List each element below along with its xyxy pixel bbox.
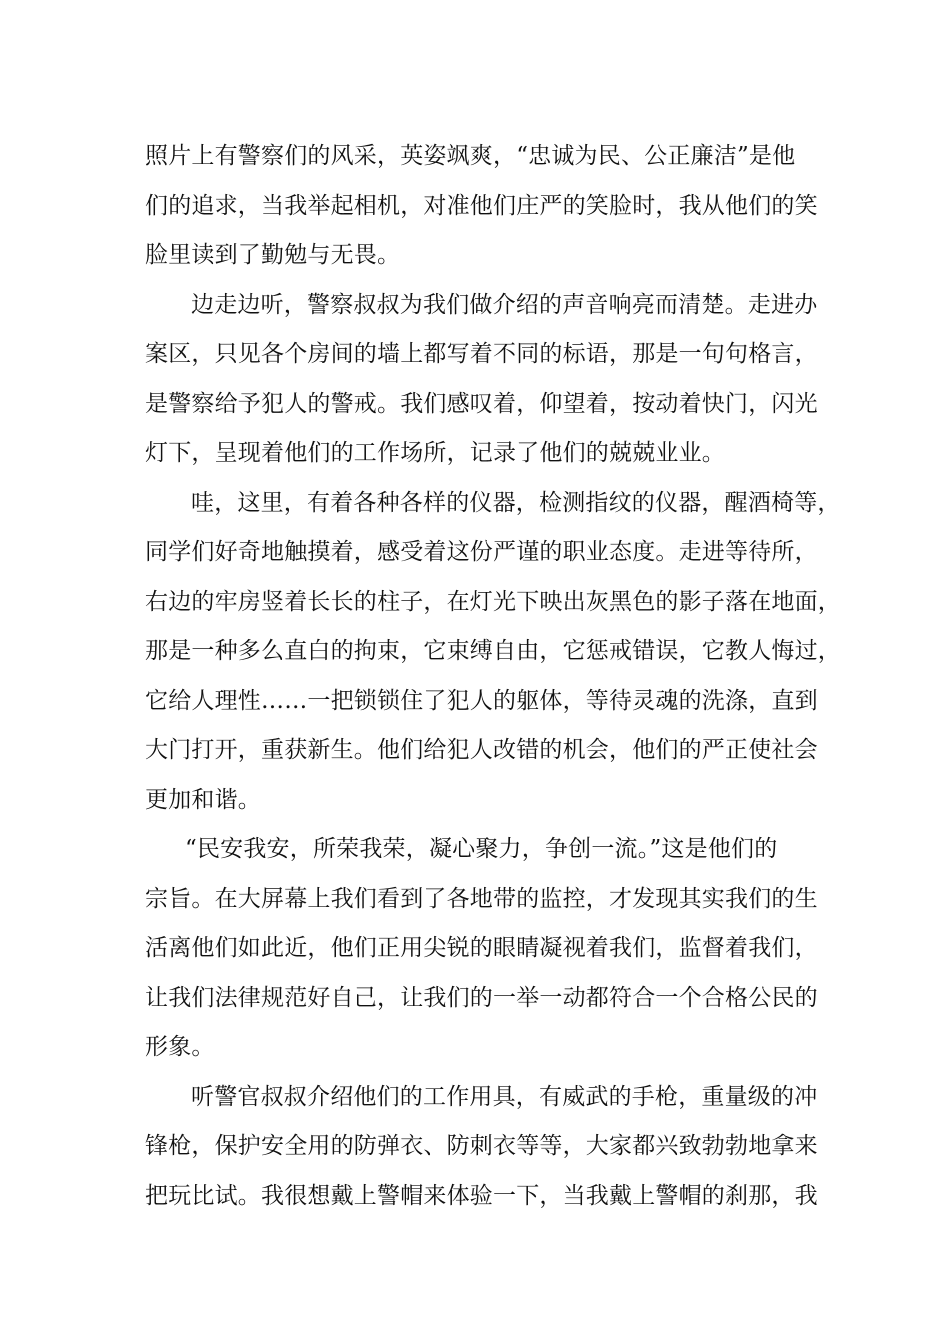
- text-line: 宗旨。在大屏幕上我们看到了各地带的监控，才发现其实我们的生: [145, 885, 818, 912]
- text-line: 边走边听，警察叔叔为我们做介绍的声音响亮而清楚。走进办: [191, 291, 818, 318]
- text-line: 把玩比试。我很想戴上警帽来体验一下，当我戴上警帽的刹那，我: [145, 1182, 818, 1209]
- text-line: 让我们法律规范好自己，让我们的一举一动都符合一个合格公民的: [145, 984, 818, 1011]
- text-line: 们的追求，当我举起相机，对准他们庄严的笑脸时，我从他们的笑: [145, 192, 818, 219]
- text-line: 右边的牢房竖着长长的柱子，在灯光下映出灰黑色的影子落在地面，: [145, 588, 841, 615]
- text-line: 听警官叔叔介绍他们的工作用具，有威武的手枪，重量级的冲: [191, 1083, 818, 1110]
- text-line: 照片上有警察们的风采，英姿飒爽，“忠诚为民、公正廉洁”是他: [145, 143, 796, 169]
- document-body: [145, 132, 841, 1221]
- text-line: 大门打开，重获新生。他们给犯人改错的机会，他们的严正使社会: [145, 737, 818, 763]
- text-line: 哇，这里，有着各种各样的仪器，检测指纹的仪器，醒酒椅等，: [191, 489, 841, 516]
- text-line: 灯下，呈现着他们的工作场所，记录了他们的兢兢业业。: [145, 440, 725, 466]
- text-line: 案区，只见各个房间的墙上都写着不同的标语，那是一句句格言，: [145, 341, 818, 367]
- text-line: 形象。: [145, 1034, 215, 1060]
- text-line: 它给人理性……一把锁锁住了犯人的躯体，等待灵魂的洗涤，直到: [145, 687, 818, 714]
- text-line: 是警察给予犯人的警戒。我们感叹着，仰望着，按动着快门，闪光: [145, 390, 818, 417]
- text-line: 同学们好奇地触摸着，感受着这份严谨的职业态度。走进等待所，: [145, 539, 818, 565]
- text-line: 活离他们如此近，他们正用尖锐的眼睛凝视着我们，监督着我们，: [145, 935, 818, 961]
- text-line: 更加和谐。: [145, 786, 261, 813]
- text-line: 锋枪，保护安全用的防弹衣、防刺衣等等，大家都兴致勃勃地拿来: [145, 1133, 818, 1159]
- text-line: 脸里读到了勤勉与无畏。: [145, 242, 401, 268]
- text-line: “民安我安，所荣我荣，凝心聚力，争创一流。”这是他们的: [185, 836, 778, 862]
- text-line: 那是一种多么直白的拘束，它束缚自由，它惩戒错误，它教人悔过，: [145, 638, 841, 664]
